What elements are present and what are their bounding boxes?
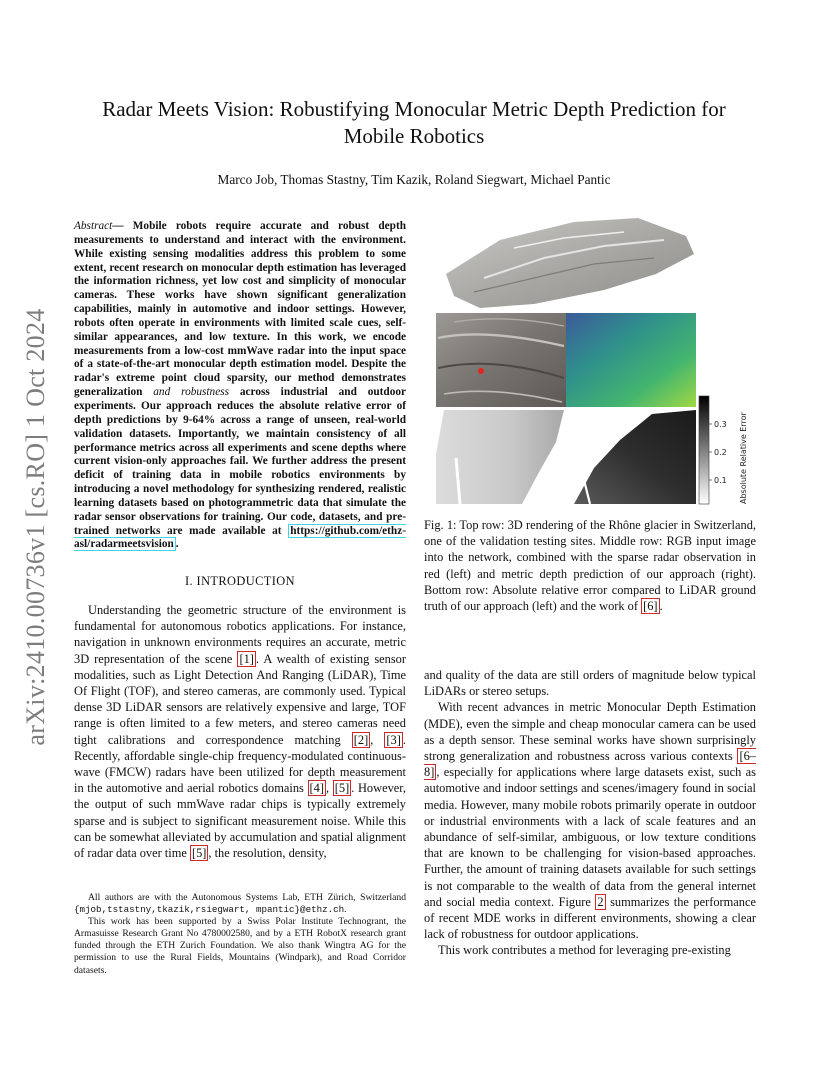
abstract-end: .: [175, 538, 179, 551]
figure-caption: [424, 517, 756, 614]
caption-end: .: [659, 599, 663, 614]
figure-reference-link[interactable]: 2: [597, 894, 604, 909]
rgb-input-image: [436, 313, 566, 407]
paragraph-sentence: With recent advances in metric Monocular Depth Estimation (MDE), even the simple and cheap monocular camera can be used as a depth sensor. These seminal works have shown surprisingly strong generalization and robustness across various contexts: [424, 700, 756, 764]
citation-link[interactable]: [1]: [239, 651, 254, 666]
abstract: [74, 220, 406, 552]
citation-link[interactable]: [4]: [309, 781, 324, 796]
right-paragraph-2: [424, 699, 756, 942]
intro-sentence: . Recently, affordable single-chip frequency-modulated continuous-wave (FMCW) radars have been utilized for depth measurement in the automotive and aerial robotics domains: [74, 732, 406, 796]
arxiv-identifier: [6, 292, 66, 762]
error-map-baseline: [574, 410, 696, 504]
paragraph-sentence: , especially for applications where large datasets exist, such as automotive and indoor settings and scenes/imagery found in social media. However, many mobile robots primarily operate in outdoor or industrial environments with a lack of scale features and an abundance of self-similar, ambiguous, or low texture conditions that are known to be challenging for vision-based approaches. Further, the amount of training datasets available for such settings is not comparable to the wealth of data from the general internet and social media context. Figure: [424, 765, 756, 909]
footnote-funding: This work has been supported by a Swiss Polar Institute Technogrant, the Armasuisse Research Grant No 4780002580, and by a ETH RobotX research grant funded through the ETH Zurich Foundation. We also thank Wingtra AG for the permission to use the Rural Fields, Mountains (Windpark), and Road Corridor datasets.: [74, 916, 406, 976]
author-emails: {mjob,tstastny,tkazik,rsiegwart, mpantic}@ethz.ch: [74, 904, 345, 916]
colorbar-tick-label: 0.2: [714, 448, 727, 457]
introduction-text: [74, 602, 406, 861]
citation-link[interactable]: [6–8]: [424, 749, 756, 780]
intro-sentence: Understanding the geometric structure of the environment is fundamental for autonomous robotics applications. For instance, navigation in unknown environments requires an accurate, metric 3D representation of the scene: [74, 603, 406, 666]
author-list: Marco Job, Thomas Stastny, Tim Kazik, Roland Siegwart, Michael Pantic: [217, 172, 611, 187]
paragraph-sentence: summarizes the performance of recent MDE works in different environments, showing a clear lack of robustness for outdoor applications.: [424, 894, 756, 942]
figure-1: [424, 218, 756, 508]
footnote-end: .: [344, 904, 347, 916]
right-paragraph-3: This work contributes a method for leveraging pre-existing: [438, 943, 731, 958]
colorbar-label: Absolute Relative Error: [739, 412, 748, 504]
glacier-3d-rendering: [446, 218, 694, 308]
right-paragraph-1: and quality of the data are still orders of magnitude below typical LiDARs or stereo setups.: [424, 668, 756, 699]
paper-title: Radar Meets Vision: Robustifying Monocular Metric Depth Prediction for Mobile Robotics: [102, 97, 726, 148]
section-heading-introduction: I. INTRODUCTION: [185, 574, 295, 588]
footnotes: [74, 892, 406, 977]
intro-paragraph: [74, 602, 406, 861]
intro-sentence: . However, the output of such mmWave radar chips is typically extremely sparse and is subject to significant measurement noise. While this can be somewhat alleviated by accumulation and spatial alignment of radar data over time: [74, 781, 407, 861]
radar-point-marker: [478, 368, 484, 374]
colorbar-tick-label: 0.1: [714, 476, 727, 485]
abstract-text-1: Mobile robots require accurate and robust depth measurements to understand and interact with the environment. While existing sensing modalities address this problem to some extent, recent research on monocular depth estimation has leveraged the information richness, yet low cost and simplicity of monocular cameras. These works have shown significant generalization capabilities, mainly in automotive and indoor settings. However, robots often operate in environments with limited scale cues, self-similar appearances, and low texture. In this work, we encode measurements from a low-cost mmWave radar into the input space of a state-of-the-art monocular depth estimation model. Despite the radar's extreme point cloud sparsity, our method demonstrates generalization: [74, 220, 406, 399]
caption-text: Fig. 1: Top row: 3D rendering of the Rhône glacier in Switzerland, one of the validation testing sites. Middle row: RGB input image into the network, combined with the sparse radar observation in red (left) and metric depth prediction of our approach (right). Bottom row: Absolute relative error compared to LiDAR ground truth of our approach (left) and the work of: [424, 518, 756, 614]
colorbar-tick-label: 0.3: [714, 420, 727, 429]
error-colorbar: [699, 396, 748, 504]
abstract-text-2: across industrial and outdoor experiments. Our approach reduces the absolute relative error of depth predictions by 9-64% across a range of unseen, real-world validation datasets. Importantly, we maintain consistency of all performance metrics across all experiments and scene depths where current vision-only approaches fail. We further address the present deficit of training data in mobile robotics environments by introducing a novel methodology for synthesizing rendered, realistic learning datasets based on photogrammetric data that simulate the radar sensor observations for training. Our code, datasets, and pre-trained networks are made available at: [74, 386, 407, 537]
footnote-affiliation: [74, 892, 406, 916]
arxiv-identifier-text: arXiv:2410.00736v1 [cs.RO] 1 Oct 2024: [21, 308, 50, 746]
citation-separator: ,: [370, 732, 385, 747]
intro-sentence: , the resolution, density,: [208, 846, 327, 861]
abstract-label: Abstract: [74, 220, 113, 232]
citation-link[interactable]: [5]: [191, 846, 207, 861]
citation-separator: ,: [325, 781, 333, 796]
abstract-dash: —: [112, 220, 124, 232]
footnote-affiliation-text: All authors are with the Autonomous Systems Lab, ETH Zürich, Switzerland: [88, 892, 406, 903]
right-column-text: [424, 667, 756, 959]
code-link[interactable]: https://github.com/ethz-asl/radarmeetsvision: [74, 524, 406, 551]
citation-link[interactable]: [2]: [353, 732, 369, 747]
citation-link[interactable]: [5]: [334, 781, 350, 796]
citation-link[interactable]: [6]: [643, 599, 658, 614]
citation-link[interactable]: [3]: [386, 732, 401, 747]
intro-sentence: . A wealth of existing sensor modalities, such as Light Detection And Ranging (LiDAR), Time Of Flight (TOF), and stereo cameras, are commonly used. Typical dense 3D LiDAR sensors are relatively expensive and large, TOF range is often limited to a few meters, and stereo cameras need tight calibrations and correspondence matching: [74, 651, 406, 747]
depth-prediction-image: [566, 313, 696, 407]
abstract-emphasis: and robustness: [153, 386, 230, 399]
error-map-ours: [436, 410, 564, 504]
